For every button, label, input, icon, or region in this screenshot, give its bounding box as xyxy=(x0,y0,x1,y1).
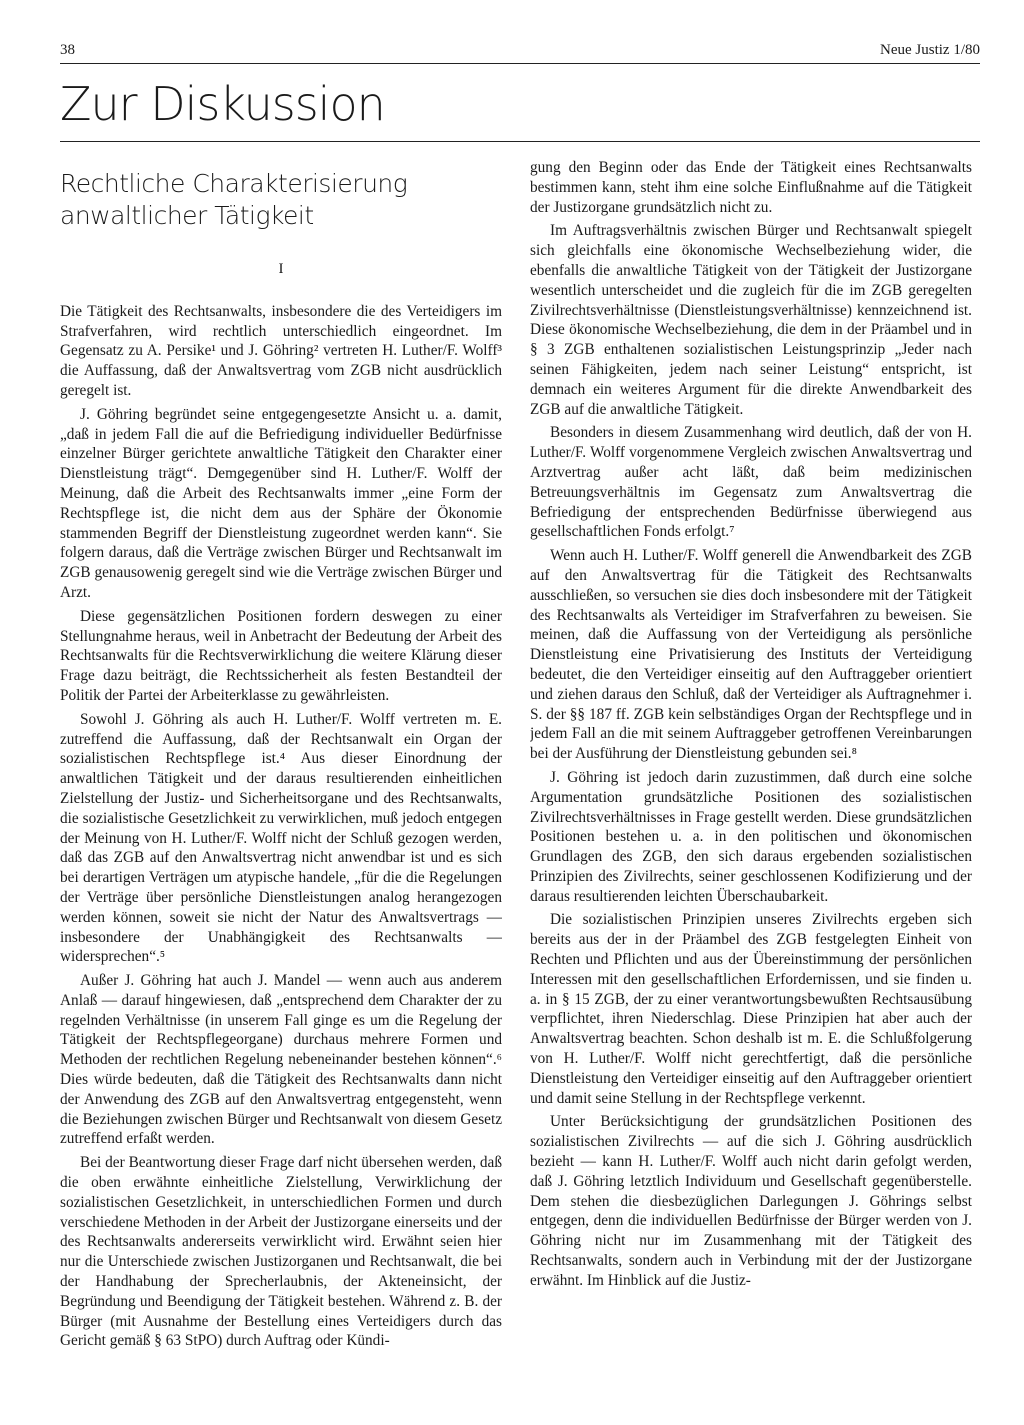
paragraph: J. Göhring ist jedoch darin zuzustimmen, daß durch eine solche Argumentation grundsätzliche Positionen des sozialistischen Zivilrechtsverhältnisses in Frage gestellt werden. Diese grundsätzlichen Positionen bestehen u. a. in den politischen und ökonomischen Grundlagen des ZGB, den sich daraus ergebenden sozialistischen Prinzipien des Zivilrechts, seiner geschlossenen Kodifizierung und der daraus resultierenden leichten Überschaubarkeit. xyxy=(530,768,972,905)
paragraph: Sowohl J. Göhring als auch H. Luther/F. Wolff vertreten m. E. zutreffend die Auffassung, daß der Rechtsanwalt ein Organ der sozialistischen Rechtspflege ist.⁴ Aus dieser Einordnung der anwaltlichen Tätigkeit und der daraus resultierenden einheitlichen Zielstellung der Justiz- und Sicherheitsorgane und des Rechtsanwalts, die sozialistische Gesetzlichkeit zu verwirklichen, muß jedoch entgegen der Meinung von H. Luther/F. Wolff nicht der Schluß gezogen werden, daß das ZGB auf den Anwaltsvertrag nicht anwendbar ist und es sich bei derartigen Verträgen um atypische handele, „für die die Regelungen der Verträge über persönliche Dienstleistungen analog herangezogen werden können, soweit sie nicht der Natur des Anwaltsvertrags — insbesondere der Unabhängigkeit des Rechtsanwalts — widersprechen“.⁵ xyxy=(60,710,502,966)
section-rule xyxy=(60,141,980,142)
section-numeral: I xyxy=(278,261,284,277)
article-title xyxy=(60,168,502,232)
paragraph: Besonders in diesem Zusammenhang wird deutlich, daß der von H. Luther/F. Wolff vorgenommene Vergleich zwischen Anwaltsvertrag und Arztvertrag außer acht läßt, daß beim medizinischen Betreuungsverhältnis im Gegensatz zum Anwaltsvertrag die Befriedigung der entsprechenden Bedürfnisse überwiegend aus gesellschaftlichen Fonds erfolgt.⁷ xyxy=(530,424,972,541)
left-column xyxy=(60,160,502,1407)
article-title-line-2: anwaltlicher Tätigkeit xyxy=(60,201,314,230)
journal-issue: Neue Justiz 1/80 xyxy=(880,42,980,58)
paragraph: Die sozialistischen Prinzipien unseres Zivilrechts ergeben sich bereits aus der in der Präambel des ZGB festgelegten Einheit von Rechten und Pflichten und aus der Übereinstimmung der persönlichen Interessen mit den gesellschaftlichen Erfordernissen, und sie finden u. a. in § 15 ZGB, der zu einer verantwortungsbewußten Rechtsausübung verpflichtet, ihren Niederschlag. Diese Prinzipien hat aber auch der Anwaltsvertrag beachten. Schon deshalb ist m. E. die Schlußfolgerung von H. Luther/F. Wolff nicht gerechtfertigt, daß die persönliche Dienstleistung den Verteidiger einseitig auf den Auftraggeber orientiert und damit seine Stellung in der Rechtspflege verkennt. xyxy=(530,911,972,1107)
paragraph: Im Auftragsverhältnis zwischen Bürger und Rechtsanwalt spiegelt sich gleichfalls eine ökonomische Wechselbeziehung wider, die ebenfalls die anwaltliche Tätigkeit von der Tätigkeit der Justizorgane wesentlich unterscheidet und die zugleich für die im ZGB geregelten Zivilrechtsverhältnisse (Dienstleistungsverhältnisse) kennzeichnend ist. Diese ökonomische Wechselbeziehung, die dem in der Präambel und in § 3 ZGB enthaltenen sozialistischen Leistungsprinzip „Jeder nach seinen Fähigkeiten, jedem nach seiner Leistung“ entspricht, ist demnach ein weiteres Argument für die direkte Anwendbarkeit des ZGB auf die anwaltliche Tätigkeit. xyxy=(530,222,972,418)
article-title-line-1: Rechtliche Charakterisierung xyxy=(60,169,408,198)
paragraph: Wenn auch H. Luther/F. Wolff generell die Anwendbarkeit des ZGB auf den Anwaltsvertrag für die Tätigkeit des Rechtsanwalts ausschließen, so versuchen sie dies doch insbesondere mit der Tätigkeit des Rechtsanwalts als Verteidiger im Strafverfahren zu beweisen. Sie meinen, daß die Auffassung von der Verteidigung als persönliche Dienstleistung eine Privatisierung des Instituts der Verteidigung bedeutet, die den Verteidiger einseitig auf den Auftraggeber orientiert und ziehen daraus den Schluß, daß der Verteidiger als Auftragnehmer i. S. der §§ 187 ff. ZGB kein selbständiges Organ der Rechtspflege und in jedem Fall an die mit seinem Auftraggeber getroffenen Vereinbarungen bei der Ausführung der Dienstleistung gebunden sei.⁸ xyxy=(530,547,972,763)
paragraph: J. Göhring begründet seine entgegengesetzte Ansicht u. a. damit, „daß in jedem Fall die auf die Befriedigung individueller Bedürfnisse einzelner Bürger gerichtete anwaltliche Tätigkeit den Charakter einer Dienstleistung trägt“. Demgegenüber sind H. Luther/F. Wolff der Meinung, daß die Arbeit des Rechtsanwalts immer „eine Form der Rechtspflege ist, die nicht dem aus der Sphäre der Ökonomie stammenden Begriff der Dienstleistung zugeordnet werden kann“. Sie folgern daraus, daß die Verträge zwischen Bürger und Rechtsanwalt im ZGB genausowenig geregelt sind wie die Verträge zwischen Bürger und Arzt. xyxy=(60,405,502,601)
paragraph: Die Tätigkeit des Rechtsanwalts, insbesondere die des Verteidigers im Strafverfahren, wird rechtlich unterschiedlich eingeordnet. Im Gegensatz zu A. Persike¹ und J. Göhring² vertreten H. Luther/F. Wolff³ die Auffassung, daß der Anwaltsvertrag vom ZGB nicht ausdrücklich geregelt ist. xyxy=(60,302,502,399)
paragraph: Unter Berücksichtigung der grundsätzlichen Positionen des sozialistischen Zivilrechts — auf die sich J. Göhring ausdrücklich bezieht — kann H. Luther/F. Wolff auch nicht darin gefolgt werden, daß J. Göhring letztlich Individuum und Gesellschaft gegenüberstelle. Dem stehen die diesbezüglichen Darlegungen J. Göhrings selbst entgegen, denn die individuellen Bedürfnisse der Bürger werden von J. Göhring nicht nur im Zusammenhang mit der Tätigkeit des Rechtsanwalts, sondern auch in Verbindung mit der der Justizorgane erwähnt. Im Hinblick auf die Justiz- xyxy=(530,1113,972,1289)
page-header xyxy=(60,42,980,59)
paragraph: gung den Beginn oder das Ende der Tätigkeit eines Rechtsanwalts bestimmen kann, steht ihm eine solche Einflußnahme auf die Tätigkeit der Justizorgane grundsätzlich nicht zu. xyxy=(530,159,972,216)
right-column xyxy=(530,158,972,1407)
header-rule xyxy=(60,63,980,64)
page-number: 38 xyxy=(60,42,75,58)
paragraph: Diese gegensätzlichen Positionen fordern deswegen zu einer Stellungnahme heraus, weil in Anbetracht der Bedeutung der Arbeit des Rechtsanwalts für die Rechtsverwirklichung die weitere Klärung dieser Frage dazu beiträgt, die Rechtssicherheit als festen Bestandteil der Politik der Partei der Arbeiterklasse zu gewährleisten. xyxy=(60,607,502,704)
paragraph: Bei der Beantwortung dieser Frage darf nicht übersehen werden, daß die oben erwähnte einheitliche Zielstellung, Verwirklichung der sozialistischen Gesetzlichkeit, in unterschiedlichen Formen und durch verschiedene Methoden in der Arbeit der Justizorgane einerseits und der des Rechtsanwalts andererseits verwirklicht wird. Erwähnt seien hier nur die Unterschiede zwischen Justizorganen und Rechtsanwalt, die bei der Handhabung der Sprecherlaubnis, der Akteneinsicht, der Begründung und Beendigung der Tätigkeit bestehen. Während z. B. der Bürger (mit Ausnahme der Bestellung eines Verteidigers durch das Gericht gemäß § 63 StPO) durch Auftrag oder Kündi- xyxy=(60,1154,502,1350)
paragraph: Außer J. Göhring hat auch J. Mandel — wenn auch aus anderem Anlaß — darauf hingewiesen, daß „entsprechend dem Charakter der zu regelnden Verhältnisse (in unserem Fall ginge es um die Regelung der Tätigkeit der Rechtspflegeorgane) durchaus mehrere Formen und Methoden der rechtlichen Regelung nebeneinander bestehen können“.⁶ Dies würde bedeuten, daß die Tätigkeit des Rechtsanwalts dann nicht der Anwendung des ZGB auf den Anwaltsvertrag entgegensteht, wenn die Beziehungen zwischen Bürger und Rechtsanwalt von diesem Gesetz zutreffend erfaßt werden. xyxy=(60,972,502,1148)
section-title: Zur Diskussion xyxy=(60,77,385,131)
